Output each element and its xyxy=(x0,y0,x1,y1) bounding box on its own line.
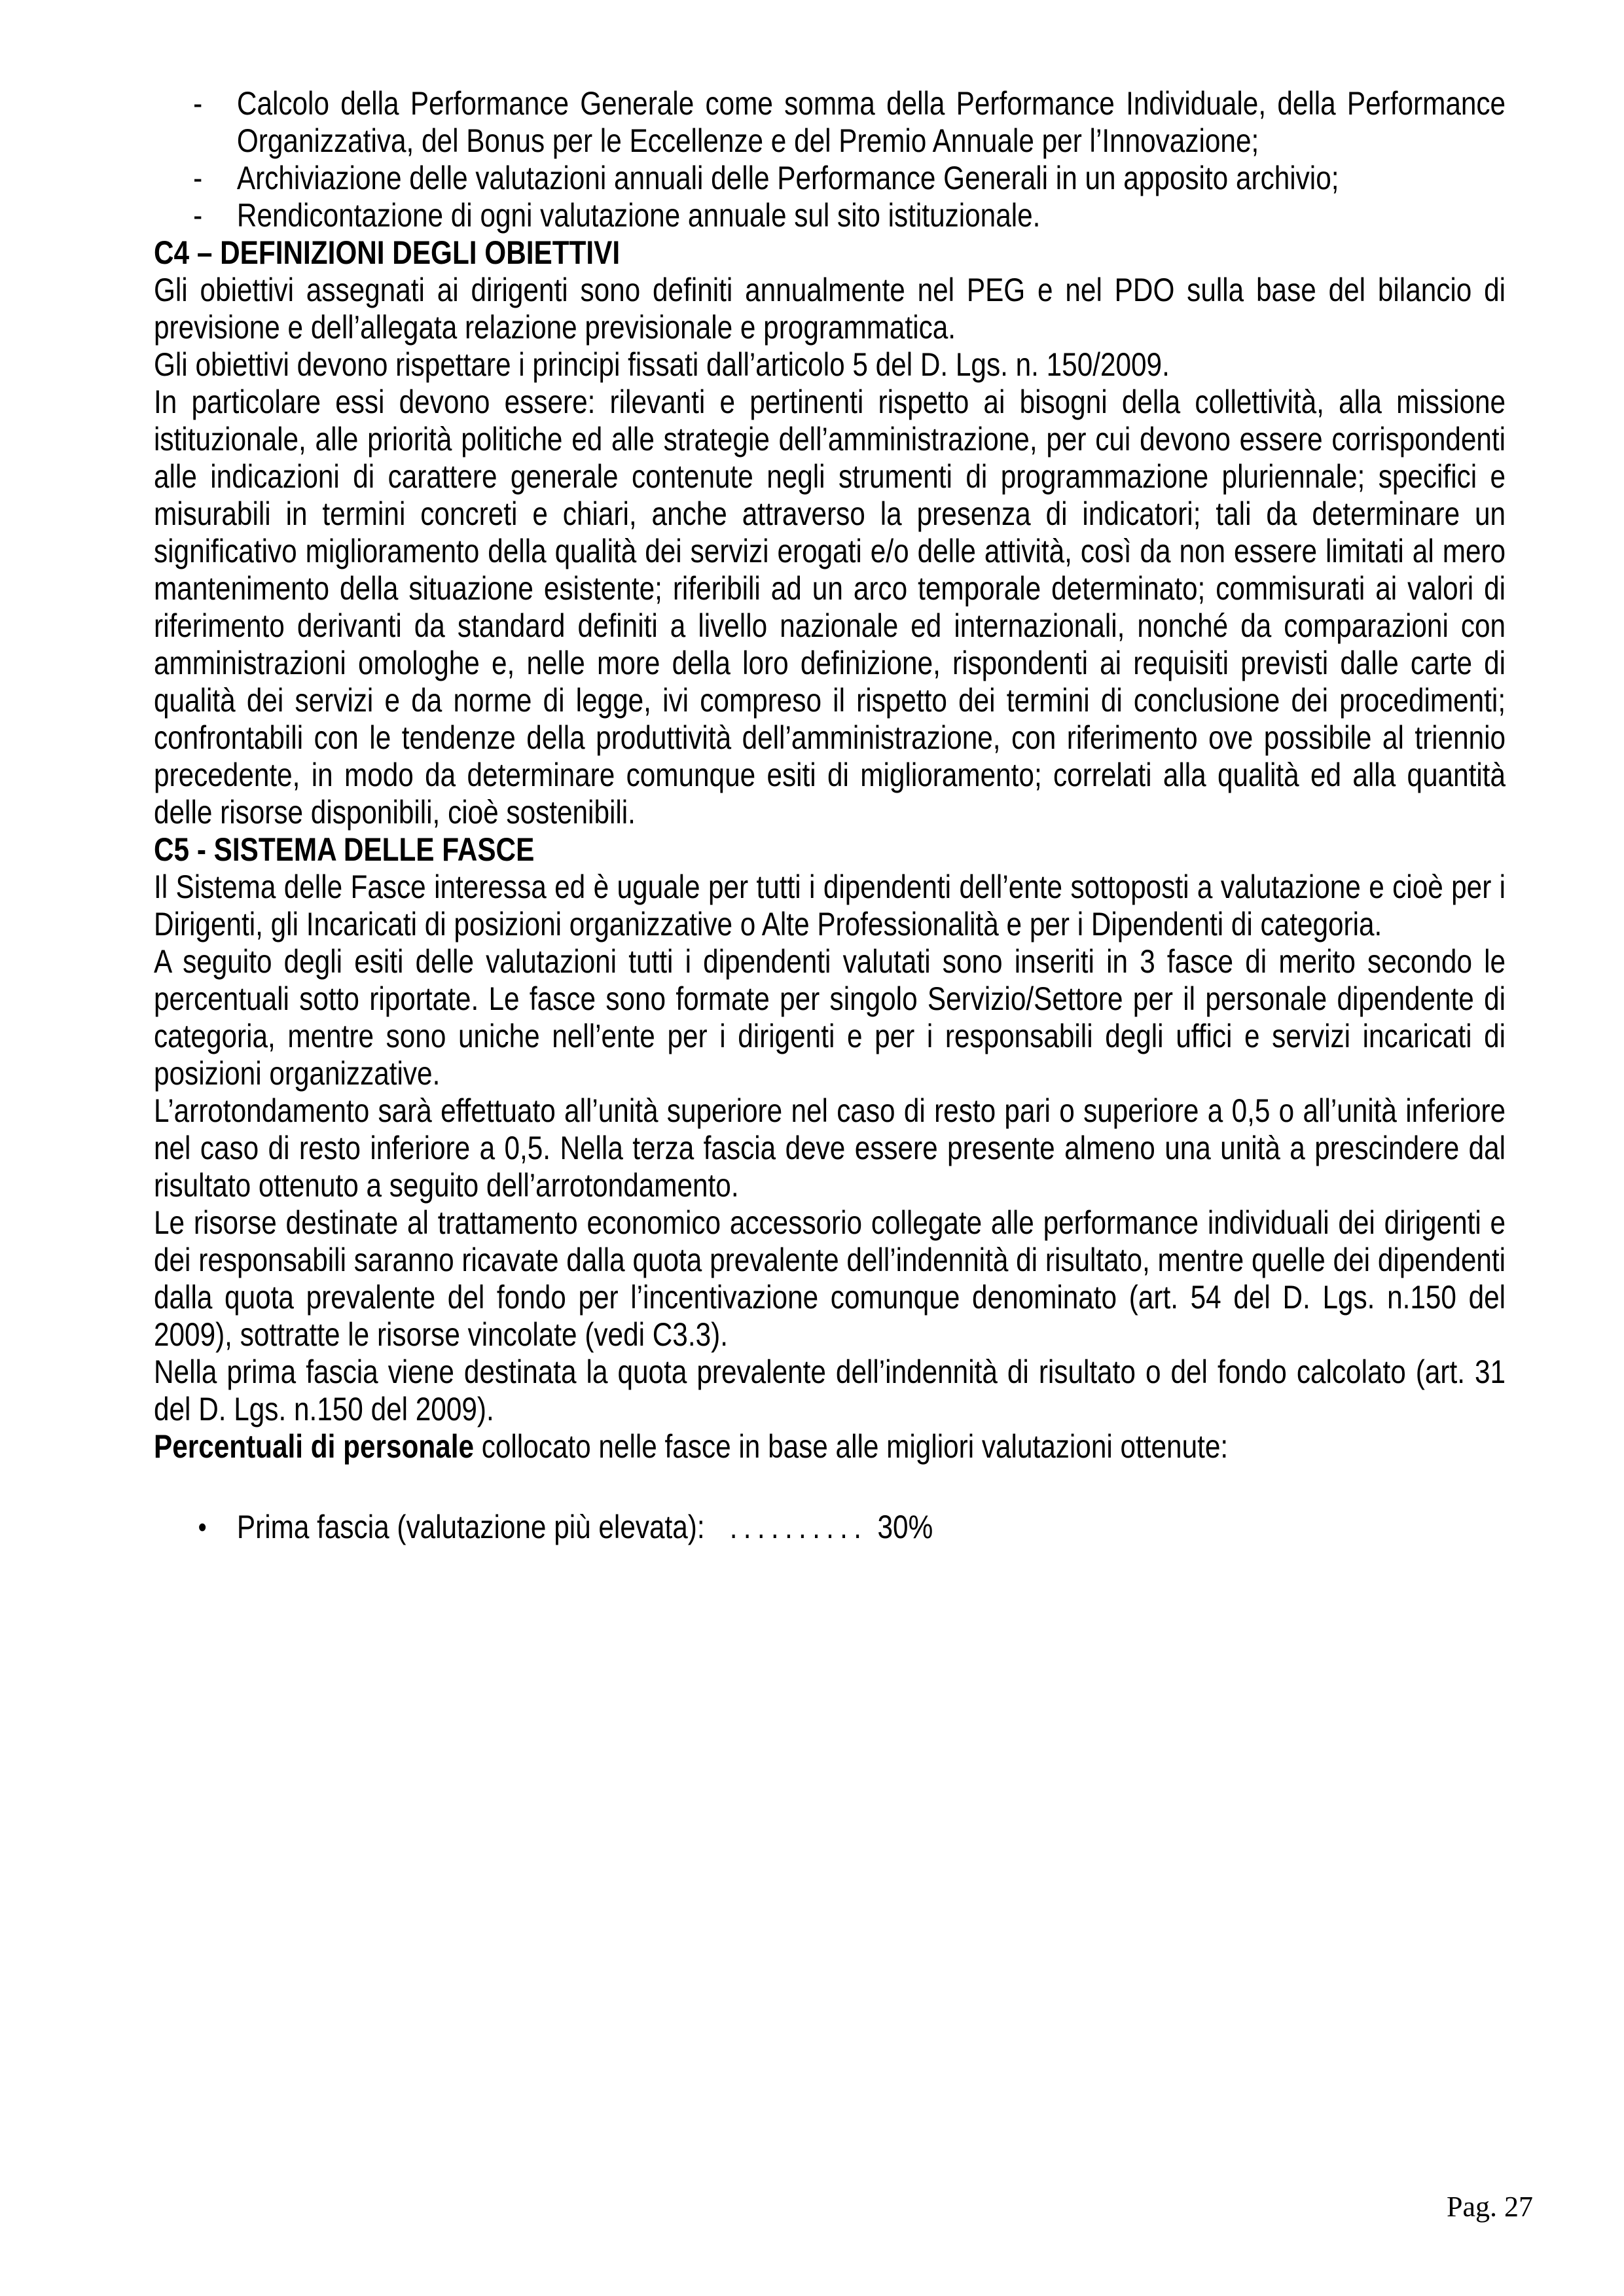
list-item xyxy=(154,197,1506,234)
paragraph: Nella prima fascia viene destinata la quota prevalente dell’indennità di risultato o del fondo calcolato (art. 31 del D. Lgs. n.150 del 2009). xyxy=(154,1354,1506,1427)
fasce-lead-line xyxy=(154,1428,1506,1465)
paragraph: A seguito degli esiti delle valutazioni tutti i dipendenti valutati sono inseriti in 3 fasce di merito secondo le percentuali sotto riportate. Le fasce sono formate per singolo Servizio/Settore per il personale dipendente di categoria, mentre sono uniche nell’ente per i dirigenti e per i responsabili degli uffici e servizi incaricati di posizioni organizzative. xyxy=(154,943,1506,1092)
document-body xyxy=(154,85,1506,1546)
section-c4-body xyxy=(154,272,1506,831)
paragraph: Gli obiettivi assegnati ai dirigenti sono definiti annualmente nel PEG e nel PDO sulla base del bilancio di previsione e dell’allegata relazione previsionale e programmatica. xyxy=(154,272,1506,346)
list-item xyxy=(154,160,1506,197)
paragraph: L’arrotondamento sarà effettuato all’unità superiore nel caso di resto pari o superiore a 0,5 o all’unità inferiore nel caso di resto inferiore a 0,5. Nella terza fascia deve essere presente almeno una unità a prescindere dal risultato ottenuto a seguito dell’arrotondamento. xyxy=(154,1092,1506,1204)
paragraph: In particolare essi devono essere: rilevanti e pertinenti rispetto ai bisogni della collettività, alla missione istituzionale, alle priorità politiche ed alle strategie dell’amministrazione, per cui devono essere corrispondenti alle indicazioni di carattere generale contenute negli strumenti di programmazione pluriennale; specifici e misurabili in termini concreti e chiari, anche attraverso la presenza di indicatori; tali da determinare un significativo miglioramento della qualità dei servizi erogati e/o delle attività, così da non essere limitati al mero mantenimento della situazione esistente; riferibili ad un arco temporale determinato; commisurati ai valori di riferimento derivanti da standard definiti a livello nazionale ed internazionali, nonché da comparazioni con amministrazioni omologhe e, nelle more della loro definizione, rispondenti ai requisiti previsti dalle carte di qualità dei servizi e da norme di legge, ivi compreso il rispetto dei termini di conclusione dei procedimenti; confrontabili con le tendenze della produttività dell’amministrazione, con riferimento ove possibile al triennio precedente, in modo da determinare comunque esiti di miglioramento; correlati alla qualità ed alla quantità delle risorse disponibili, cioè sostenibili. xyxy=(154,384,1506,831)
paragraph: Le risorse destinate al trattamento economico accessorio collegate alle performance individuali dei dirigenti e dei responsabili saranno ricavate dalla quota prevalente dell’indennità di risultato, mentre quelle dei dipendenti dalla quota prevalente del fondo per l’incentivazione comunque denominato (art. 54 del D. Lgs. n.150 del 2009), sottratte le risorse vincolate (vedi C3.3). xyxy=(154,1204,1506,1353)
section-heading-c4: C4 – DEFINIZIONI DEGLI OBIETTIVI xyxy=(154,234,621,271)
fasce-bullet-list xyxy=(154,1509,1506,1546)
list-item xyxy=(154,1509,1506,1546)
fasce-lead-bold: Percentuali di personale xyxy=(154,1428,474,1465)
round-bullet-icon: • xyxy=(198,1511,207,1543)
intro-bullet-list xyxy=(154,85,1506,234)
paragraph: Il Sistema delle Fasce interessa ed è uguale per tutti i dipendenti dell’ente sottoposti a valutazione e cioè per i Dirigenti, gli Incaricati di posizioni organizzative o Alte Professionalità e per i Dipendenti di categoria. xyxy=(154,869,1506,942)
dash-bullet-icon: - xyxy=(193,160,203,196)
list-item-text: Archiviazione delle valutazioni annuali delle Performance Generali in un apposito archivio; xyxy=(236,160,1339,196)
section-heading-c5: C5 - SISTEMA DELLE FASCE xyxy=(154,831,535,868)
section-c5-body xyxy=(154,869,1506,1428)
fascia-label: Prima fascia (valutazione più elevata): xyxy=(236,1509,705,1545)
page-number: Pag. 27 xyxy=(1447,2191,1533,2223)
dotted-leader: .......... xyxy=(729,1509,868,1545)
paragraph: Gli obiettivi devono rispettare i principi fissati dall’articolo 5 del D. Lgs. n. 150/2009. xyxy=(154,346,1170,383)
list-item-text: Calcolo della Performance Generale come somma della Performance Individuale, della Performance Organizzativa, del Bonus per le Eccellenze e del Premio Annuale per l’Innovazione; xyxy=(236,85,1506,159)
dash-bullet-icon: - xyxy=(193,197,203,234)
fasce-lead-rest: collocato nelle fasce in base alle migliori valutazioni ottenute: xyxy=(473,1428,1229,1465)
dash-bullet-icon: - xyxy=(193,85,203,122)
list-item-text: Rendicontazione di ogni valutazione annuale sul sito istituzionale. xyxy=(236,197,1041,234)
fascia-percentage: 30% xyxy=(877,1509,933,1545)
list-item xyxy=(154,85,1506,160)
